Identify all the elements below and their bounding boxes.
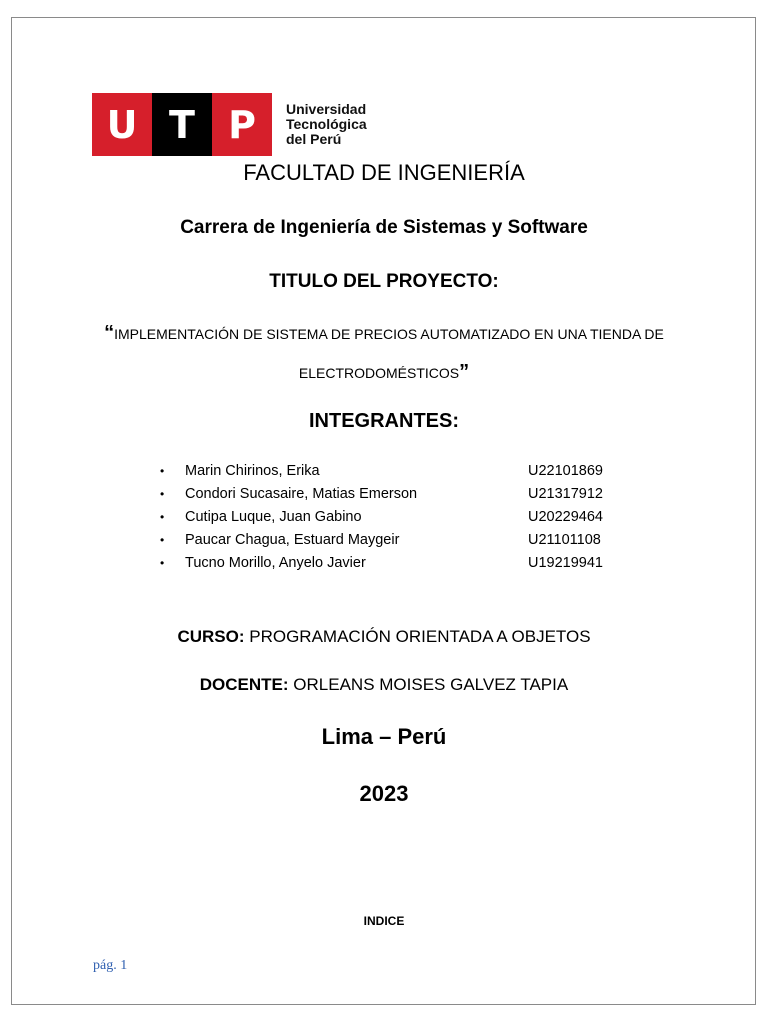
member-name: Paucar Chagua, Estuard Maygeir	[185, 532, 400, 548]
teacher-line	[0, 674, 768, 696]
city-line: Lima – Perú	[321, 724, 447, 749]
utp-logo	[92, 93, 367, 156]
bullet-icon: •	[160, 510, 165, 524]
member-name: Cutipa Luque, Juan Gabino	[185, 509, 362, 525]
faculty-heading: FACULTAD DE INGENIERÍA	[243, 160, 525, 185]
bullet-icon: •	[160, 487, 165, 501]
open-quote: “	[104, 322, 115, 344]
member-name: Condori Sucasaire, Matias Emerson	[185, 486, 418, 502]
member-item	[160, 529, 640, 552]
index-heading: INDICE	[363, 914, 405, 928]
member-code: U19219941	[528, 555, 603, 571]
page-number: pág. 1	[93, 958, 128, 973]
course-value: PROGRAMACIÓN ORIENTADA A OBJETOS	[249, 627, 591, 646]
logo-university-name	[286, 102, 367, 147]
member-code: U21317912	[528, 486, 603, 502]
member-item	[160, 460, 640, 483]
project-heading: TITULO DEL PROYECTO:	[269, 271, 499, 292]
close-quote: ”	[459, 361, 470, 383]
logo-letter-u: U	[92, 93, 152, 156]
career-heading: Carrera de Ingeniería de Sistemas y Software	[180, 217, 588, 238]
members-heading: INTEGRANTES:	[309, 410, 459, 432]
logo-text-line: Universidad	[286, 101, 367, 117]
bullet-icon: •	[160, 533, 165, 547]
member-item	[160, 506, 640, 529]
member-code: U20229464	[528, 509, 603, 525]
logo-letter-p: P	[212, 93, 272, 156]
member-code: U22101869	[528, 463, 603, 479]
teacher-label: DOCENTE:	[199, 675, 289, 694]
project-title	[84, 314, 684, 392]
bullet-icon: •	[160, 556, 165, 570]
bullet-icon: •	[160, 464, 165, 478]
logo-letter-t: T	[152, 93, 212, 156]
member-item	[160, 552, 640, 575]
teacher-value: ORLEANS MOISES GALVEZ TAPIA	[293, 675, 569, 694]
logo-text-line: Tecnológica	[286, 116, 367, 132]
member-name: Marin Chirinos, Erika	[185, 463, 320, 479]
course-line	[0, 626, 768, 648]
course-label: CURSO:	[177, 627, 245, 646]
year-line: 2023	[359, 781, 409, 806]
logo-text-line: del Perú	[286, 131, 342, 147]
member-item	[160, 483, 640, 506]
members-list	[160, 460, 640, 575]
project-title-text: IMPLEMENTACIÓN DE SISTEMA DE PRECIOS AUTOMATIZADO EN UNA TIENDA DE ELECTRODOMÉSTICOS	[114, 326, 664, 381]
member-name: Tucno Morillo, Anyelo Javier	[185, 555, 366, 571]
member-code: U21101108	[528, 532, 601, 548]
